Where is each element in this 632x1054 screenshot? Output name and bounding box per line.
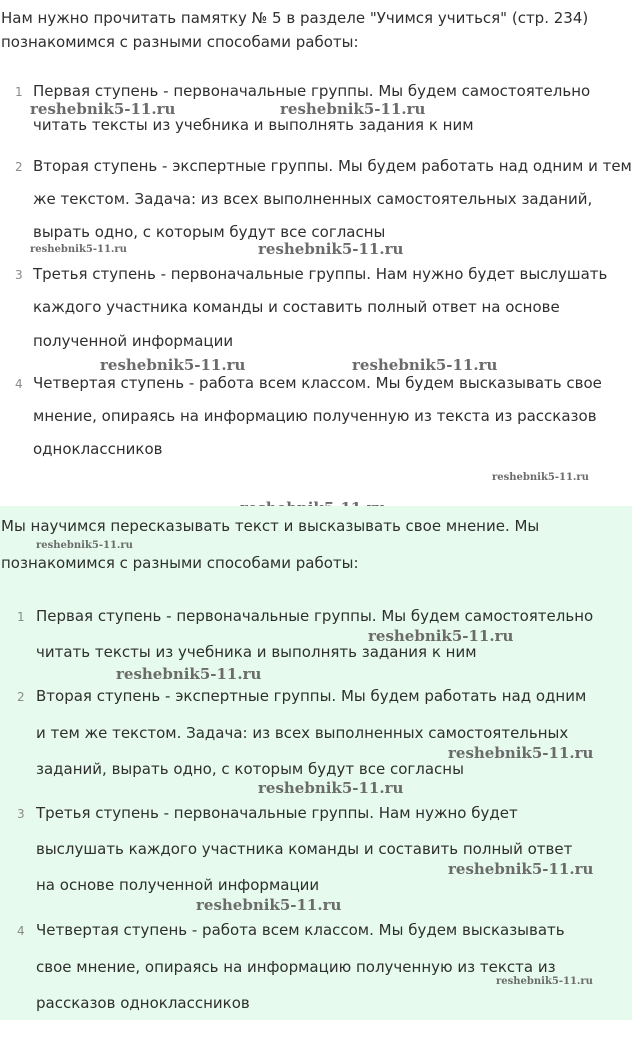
watermark: reshebnik5-11.ru bbox=[448, 744, 594, 762]
watermark: reshebnik5-11.ru bbox=[368, 627, 514, 645]
list-item-line: на основе полученной информации bbox=[36, 876, 320, 894]
list-number: 1 bbox=[15, 85, 23, 99]
list-item-line: же текстом. Задача: из всех выполненных самостоятельных заданий, bbox=[33, 190, 593, 208]
watermark: reshebnik5-11.ru bbox=[448, 860, 594, 878]
answer-block-2 bbox=[0, 506, 632, 1020]
list-item-line: Вторая ступень - экспертные группы. Мы будем работать над одним и тем bbox=[33, 157, 632, 175]
watermark: reshebnik5-11.ru bbox=[280, 100, 426, 118]
list-item-line: полученной информации bbox=[33, 332, 234, 350]
list-item-line: Четвертая ступень - работа всем классом. Мы будем высказывать bbox=[36, 921, 565, 939]
list-item-line: Вторая ступень - экспертные группы. Мы будем работать над одним bbox=[36, 687, 587, 705]
answer-block-1 bbox=[0, 0, 632, 506]
list-item-line: Четвертая ступень - работа всем классом. Мы будем высказывать свое bbox=[33, 374, 602, 392]
watermark: reshebnik5-11.ru bbox=[36, 540, 133, 551]
watermark: reshebnik5-11.ru bbox=[30, 100, 176, 118]
list-number: 3 bbox=[17, 807, 25, 821]
list-item-line: свое мнение, опираясь на информацию полученную из текста из bbox=[36, 958, 556, 976]
watermark: reshebnik5-11.ru bbox=[196, 896, 342, 914]
list-number: 2 bbox=[17, 690, 25, 704]
watermark: reshebnik5-11.ru bbox=[116, 665, 262, 683]
watermark: reshebnik5-11.ru bbox=[496, 976, 593, 987]
list-item-line: вырать одно, с которым будут все согласны bbox=[33, 223, 386, 241]
watermark: reshebnik5-11.ru bbox=[30, 244, 127, 255]
list-item-line: Первая ступень - первоначальные группы. Мы будем самостоятельно bbox=[33, 82, 591, 100]
list-item-line: мнение, опираясь на информацию полученную из текста из рассказов bbox=[33, 407, 597, 425]
watermark: reshebnik5-11.ru bbox=[258, 779, 404, 797]
watermark: reshebnik5-11.ru bbox=[492, 472, 589, 483]
list-number: 2 bbox=[15, 160, 23, 174]
intro-line: Нам нужно прочитать памятку № 5 в разделе "Учимся учиться" (стр. 234) bbox=[1, 9, 589, 27]
list-item-line: выслушать каждого участника команды и составить полный ответ bbox=[36, 840, 573, 858]
list-item-line: заданий, вырать одно, с которым будут все согласны bbox=[36, 760, 464, 778]
intro-line: Мы научимся пересказывать текст и высказывать свое мнение. Мы bbox=[1, 517, 540, 535]
list-number: 3 bbox=[15, 268, 23, 282]
watermark: reshebnik5-11.ru bbox=[100, 356, 246, 374]
list-item-line: читать тексты из учебника и выполнять задания к ним bbox=[33, 116, 474, 134]
list-item-line: каждого участника команды и составить полный ответ на основе bbox=[33, 298, 560, 316]
watermark: reshebnik5-11.ru bbox=[258, 240, 404, 258]
intro-line: познакомимся с разными способами работы: bbox=[1, 33, 359, 51]
list-number: 1 bbox=[17, 610, 25, 624]
list-item-line: читать тексты из учебника и выполнять задания к ним bbox=[36, 643, 477, 661]
intro-line: познакомимся с разными способами работы: bbox=[1, 554, 359, 572]
list-item-line: Третья ступень - первоначальные группы. Нам нужно будет bbox=[36, 804, 518, 822]
list-item-line: Первая ступень - первоначальные группы. Мы будем самостоятельно bbox=[36, 607, 594, 625]
list-number: 4 bbox=[17, 924, 25, 938]
list-item-line: и тем же текстом. Задача: из всех выполненных самостоятельных bbox=[36, 724, 569, 742]
list-number: 4 bbox=[15, 377, 23, 391]
list-item-line: рассказов одноклассников bbox=[36, 994, 250, 1012]
intro-paragraph bbox=[1, 6, 621, 54]
list-item-line: одноклассников bbox=[33, 440, 163, 458]
watermark: reshebnik5-11.ru bbox=[352, 356, 498, 374]
list-item-line: Третья ступень - первоначальные группы. Нам нужно будет выслушать bbox=[33, 265, 608, 283]
